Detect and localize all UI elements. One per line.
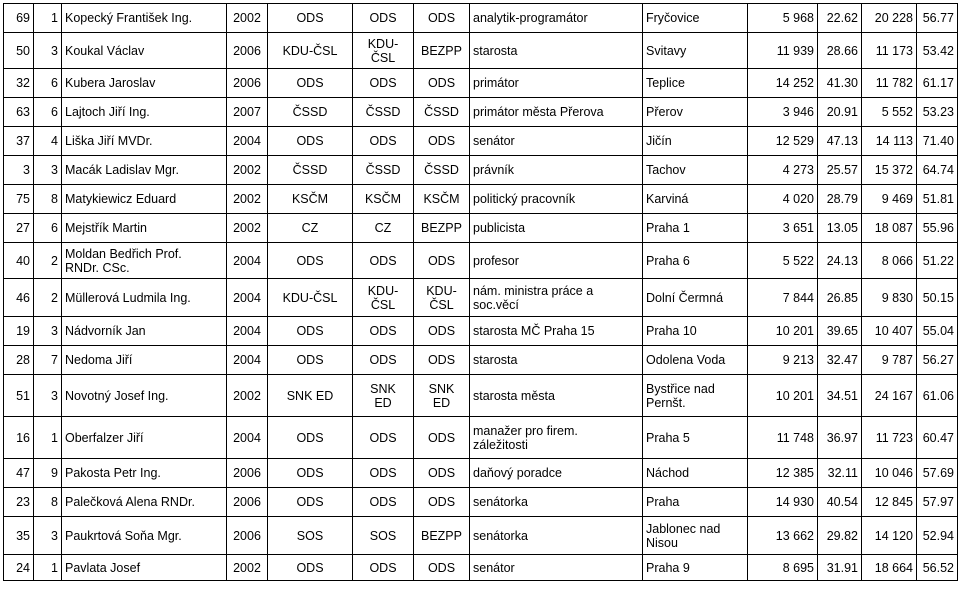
col-percent: 28.79 xyxy=(818,185,862,214)
table-row xyxy=(4,488,958,517)
col-occupation: senátorka xyxy=(470,488,643,517)
col-party-member: ODS xyxy=(414,417,470,459)
col-occupation: primátor xyxy=(470,69,643,98)
col-party-member: SNK ED xyxy=(414,375,470,417)
col-party-nominated: ODS xyxy=(268,459,353,488)
col-percent: 47.13 xyxy=(818,127,862,156)
col-id: 3 xyxy=(4,156,34,185)
col-percent-second: 56.27 xyxy=(917,346,958,375)
col-party-member: ODS xyxy=(414,243,470,279)
col-id: 50 xyxy=(4,33,34,69)
col-occupation: daňový poradce xyxy=(470,459,643,488)
col-percent: 24.13 xyxy=(818,243,862,279)
col-votes: 10 201 xyxy=(748,317,818,346)
col-occupation: starosta xyxy=(470,33,643,69)
col-order: 3 xyxy=(34,317,62,346)
col-party-member: ODS xyxy=(414,555,470,581)
col-occupation: starosta xyxy=(470,346,643,375)
col-votes: 4 020 xyxy=(748,185,818,214)
table-row xyxy=(4,317,958,346)
col-percent-second: 55.04 xyxy=(917,317,958,346)
col-name: Kubera Jaroslav xyxy=(62,69,227,98)
col-percent-second: 50.15 xyxy=(917,279,958,317)
col-name: Mejstřík Martin xyxy=(62,214,227,243)
col-id: 37 xyxy=(4,127,34,156)
col-order: 1 xyxy=(34,4,62,33)
col-votes-second: 24 167 xyxy=(862,375,917,417)
col-percent: 41.30 xyxy=(818,69,862,98)
col-party-member: BEZPP xyxy=(414,33,470,69)
col-occupation: analytik-programátor xyxy=(470,4,643,33)
col-order: 8 xyxy=(34,185,62,214)
table-row xyxy=(4,417,958,459)
col-party-supported: ODS xyxy=(353,459,414,488)
col-year: 2004 xyxy=(227,346,268,375)
col-order: 2 xyxy=(34,243,62,279)
col-occupation: nám. ministra práce a soc.věcí xyxy=(470,279,643,317)
col-votes-second: 18 087 xyxy=(862,214,917,243)
col-party-nominated: ODS xyxy=(268,488,353,517)
col-order: 7 xyxy=(34,346,62,375)
col-party-member: BEZPP xyxy=(414,214,470,243)
col-year: 2006 xyxy=(227,459,268,488)
col-party-supported: ODS xyxy=(353,317,414,346)
col-name: Matykiewicz Eduard xyxy=(62,185,227,214)
col-id: 27 xyxy=(4,214,34,243)
col-party-nominated: ODS xyxy=(268,69,353,98)
col-party-supported: CZ xyxy=(353,214,414,243)
col-party-supported: ČSSD xyxy=(353,98,414,127)
col-party-member: ODS xyxy=(414,317,470,346)
col-residence: Odolena Voda xyxy=(643,346,748,375)
col-percent-second: 51.81 xyxy=(917,185,958,214)
col-percent-second: 57.97 xyxy=(917,488,958,517)
col-votes: 12 385 xyxy=(748,459,818,488)
col-votes: 14 930 xyxy=(748,488,818,517)
col-name: Kopecký František Ing. xyxy=(62,4,227,33)
col-name: Moldan Bedřich Prof. RNDr. CSc. xyxy=(62,243,227,279)
col-year: 2004 xyxy=(227,127,268,156)
col-percent: 20.91 xyxy=(818,98,862,127)
col-party-nominated: ODS xyxy=(268,346,353,375)
col-name: Müllerová Ludmila Ing. xyxy=(62,279,227,317)
table-row xyxy=(4,243,958,279)
col-percent: 36.97 xyxy=(818,417,862,459)
col-percent: 31.91 xyxy=(818,555,862,581)
col-party-nominated: KDU-ČSL xyxy=(268,33,353,69)
col-party-supported: SNK ED xyxy=(353,375,414,417)
col-percent: 39.65 xyxy=(818,317,862,346)
col-votes: 5 522 xyxy=(748,243,818,279)
col-residence: Náchod xyxy=(643,459,748,488)
col-votes: 11 939 xyxy=(748,33,818,69)
col-id: 40 xyxy=(4,243,34,279)
col-votes: 14 252 xyxy=(748,69,818,98)
col-party-member: ODS xyxy=(414,4,470,33)
col-percent-second: 61.17 xyxy=(917,69,958,98)
table-row xyxy=(4,156,958,185)
col-party-supported: KDU- ČSL xyxy=(353,33,414,69)
col-id: 23 xyxy=(4,488,34,517)
col-party-supported: ODS xyxy=(353,488,414,517)
col-votes-second: 20 228 xyxy=(862,4,917,33)
col-occupation: politický pracovník xyxy=(470,185,643,214)
col-name: Lajtoch Jiří Ing. xyxy=(62,98,227,127)
col-party-nominated: ODS xyxy=(268,127,353,156)
col-votes: 10 201 xyxy=(748,375,818,417)
col-votes-second: 10 407 xyxy=(862,317,917,346)
col-id: 19 xyxy=(4,317,34,346)
col-occupation: senátor xyxy=(470,127,643,156)
table-row xyxy=(4,346,958,375)
col-party-supported: ODS xyxy=(353,127,414,156)
col-percent-second: 57.69 xyxy=(917,459,958,488)
col-year: 2002 xyxy=(227,555,268,581)
table-row xyxy=(4,555,958,581)
col-party-member: ČSSD xyxy=(414,98,470,127)
col-percent-second: 56.77 xyxy=(917,4,958,33)
table-row xyxy=(4,185,958,214)
col-party-member: ODS xyxy=(414,459,470,488)
col-id: 35 xyxy=(4,517,34,555)
col-residence: Svitavy xyxy=(643,33,748,69)
col-votes: 12 529 xyxy=(748,127,818,156)
col-id: 46 xyxy=(4,279,34,317)
table-row xyxy=(4,98,958,127)
col-order: 4 xyxy=(34,127,62,156)
col-id: 75 xyxy=(4,185,34,214)
col-id: 69 xyxy=(4,4,34,33)
col-party-supported: ODS xyxy=(353,69,414,98)
table-row xyxy=(4,127,958,156)
col-residence: Praha 10 xyxy=(643,317,748,346)
col-name: Nádvorník Jan xyxy=(62,317,227,346)
col-residence: Jičín xyxy=(643,127,748,156)
col-votes: 3 946 xyxy=(748,98,818,127)
col-name: Nedoma Jiří xyxy=(62,346,227,375)
col-party-member: ODS xyxy=(414,488,470,517)
table-row xyxy=(4,459,958,488)
col-percent-second: 61.06 xyxy=(917,375,958,417)
table-body xyxy=(4,4,958,581)
col-votes: 11 748 xyxy=(748,417,818,459)
col-residence: Praha xyxy=(643,488,748,517)
col-votes-second: 8 066 xyxy=(862,243,917,279)
col-year: 2006 xyxy=(227,517,268,555)
col-party-nominated: ODS xyxy=(268,417,353,459)
col-year: 2006 xyxy=(227,69,268,98)
col-residence: Praha 6 xyxy=(643,243,748,279)
col-votes: 9 213 xyxy=(748,346,818,375)
col-order: 3 xyxy=(34,33,62,69)
col-percent: 32.11 xyxy=(818,459,862,488)
col-party-supported: ODS xyxy=(353,555,414,581)
col-votes-second: 11 723 xyxy=(862,417,917,459)
col-occupation: senátor xyxy=(470,555,643,581)
col-party-member: KDU- ČSL xyxy=(414,279,470,317)
col-year: 2006 xyxy=(227,488,268,517)
col-id: 28 xyxy=(4,346,34,375)
col-percent-second: 55.96 xyxy=(917,214,958,243)
col-votes-second: 11 782 xyxy=(862,69,917,98)
col-votes-second: 9 830 xyxy=(862,279,917,317)
col-percent: 13.05 xyxy=(818,214,862,243)
col-id: 63 xyxy=(4,98,34,127)
col-party-nominated: ODS xyxy=(268,317,353,346)
col-residence: Tachov xyxy=(643,156,748,185)
col-votes-second: 11 173 xyxy=(862,33,917,69)
col-year: 2002 xyxy=(227,156,268,185)
col-year: 2002 xyxy=(227,214,268,243)
col-residence: Praha 1 xyxy=(643,214,748,243)
col-party-nominated: ODS xyxy=(268,243,353,279)
col-party-supported: ČSSD xyxy=(353,156,414,185)
col-residence: Dolní Čermná xyxy=(643,279,748,317)
col-party-member: ČSSD xyxy=(414,156,470,185)
col-party-supported: SOS xyxy=(353,517,414,555)
col-party-nominated: ODS xyxy=(268,555,353,581)
col-order: 6 xyxy=(34,214,62,243)
col-year: 2004 xyxy=(227,317,268,346)
col-votes-second: 9 469 xyxy=(862,185,917,214)
col-occupation: profesor xyxy=(470,243,643,279)
col-occupation: primátor města Přerova xyxy=(470,98,643,127)
col-percent-second: 71.40 xyxy=(917,127,958,156)
col-percent: 26.85 xyxy=(818,279,862,317)
col-residence: Praha 5 xyxy=(643,417,748,459)
table-row xyxy=(4,517,958,555)
col-percent: 32.47 xyxy=(818,346,862,375)
col-party-supported: ODS xyxy=(353,243,414,279)
col-order: 6 xyxy=(34,98,62,127)
col-id: 51 xyxy=(4,375,34,417)
col-party-nominated: ČSSD xyxy=(268,156,353,185)
col-name: Macák Ladislav Mgr. xyxy=(62,156,227,185)
col-id: 24 xyxy=(4,555,34,581)
col-percent-second: 60.47 xyxy=(917,417,958,459)
col-percent-second: 53.42 xyxy=(917,33,958,69)
table-row xyxy=(4,214,958,243)
col-id: 47 xyxy=(4,459,34,488)
col-residence: Karviná xyxy=(643,185,748,214)
col-occupation: právník xyxy=(470,156,643,185)
col-percent-second: 52.94 xyxy=(917,517,958,555)
table-row xyxy=(4,33,958,69)
col-residence: Bystřice nad Pernšt. xyxy=(643,375,748,417)
col-votes-second: 18 664 xyxy=(862,555,917,581)
col-order: 1 xyxy=(34,417,62,459)
col-residence: Přerov xyxy=(643,98,748,127)
col-year: 2006 xyxy=(227,33,268,69)
col-party-nominated: ČSSD xyxy=(268,98,353,127)
col-occupation: senátorka xyxy=(470,517,643,555)
col-year: 2007 xyxy=(227,98,268,127)
col-year: 2004 xyxy=(227,279,268,317)
col-votes: 8 695 xyxy=(748,555,818,581)
col-party-supported: KSČM xyxy=(353,185,414,214)
col-party-member: ODS xyxy=(414,127,470,156)
col-votes: 3 651 xyxy=(748,214,818,243)
col-residence: Jablonec nad Nisou xyxy=(643,517,748,555)
col-percent: 25.57 xyxy=(818,156,862,185)
col-name: Novotný Josef Ing. xyxy=(62,375,227,417)
col-order: 3 xyxy=(34,517,62,555)
col-order: 2 xyxy=(34,279,62,317)
col-order: 6 xyxy=(34,69,62,98)
senators-table xyxy=(3,3,958,581)
col-occupation: publicista xyxy=(470,214,643,243)
col-year: 2002 xyxy=(227,4,268,33)
col-votes-second: 14 120 xyxy=(862,517,917,555)
col-occupation: starosta města xyxy=(470,375,643,417)
col-votes-second: 14 113 xyxy=(862,127,917,156)
col-name: Paukrtová Soňa Mgr. xyxy=(62,517,227,555)
col-percent-second: 64.74 xyxy=(917,156,958,185)
col-residence: Teplice xyxy=(643,69,748,98)
col-order: 9 xyxy=(34,459,62,488)
col-party-supported: ODS xyxy=(353,417,414,459)
col-party-member: KSČM xyxy=(414,185,470,214)
col-party-supported: KDU- ČSL xyxy=(353,279,414,317)
col-percent-second: 53.23 xyxy=(917,98,958,127)
table-row xyxy=(4,4,958,33)
col-name: Liška Jiří MVDr. xyxy=(62,127,227,156)
col-residence: Praha 9 xyxy=(643,555,748,581)
col-votes: 7 844 xyxy=(748,279,818,317)
col-party-nominated: CZ xyxy=(268,214,353,243)
table-row xyxy=(4,69,958,98)
col-percent: 34.51 xyxy=(818,375,862,417)
col-residence: Fryčovice xyxy=(643,4,748,33)
col-party-nominated: KSČM xyxy=(268,185,353,214)
col-votes: 4 273 xyxy=(748,156,818,185)
col-party-nominated: SNK ED xyxy=(268,375,353,417)
col-votes-second: 15 372 xyxy=(862,156,917,185)
col-name: Oberfalzer Jiří xyxy=(62,417,227,459)
col-votes: 13 662 xyxy=(748,517,818,555)
col-party-supported: ODS xyxy=(353,4,414,33)
table-row xyxy=(4,375,958,417)
col-percent-second: 51.22 xyxy=(917,243,958,279)
table-row xyxy=(4,279,958,317)
col-name: Pakosta Petr Ing. xyxy=(62,459,227,488)
col-votes-second: 12 845 xyxy=(862,488,917,517)
col-party-nominated: KDU-ČSL xyxy=(268,279,353,317)
col-name: Pavlata Josef xyxy=(62,555,227,581)
col-party-member: BEZPP xyxy=(414,517,470,555)
col-votes-second: 10 046 xyxy=(862,459,917,488)
col-id: 32 xyxy=(4,69,34,98)
col-party-member: ODS xyxy=(414,346,470,375)
col-votes-second: 9 787 xyxy=(862,346,917,375)
col-name: Koukal Václav xyxy=(62,33,227,69)
col-percent: 22.62 xyxy=(818,4,862,33)
col-percent: 29.82 xyxy=(818,517,862,555)
col-party-member: ODS xyxy=(414,69,470,98)
col-order: 8 xyxy=(34,488,62,517)
col-year: 2004 xyxy=(227,417,268,459)
col-year: 2002 xyxy=(227,375,268,417)
col-percent-second: 56.52 xyxy=(917,555,958,581)
col-party-supported: ODS xyxy=(353,346,414,375)
col-order: 3 xyxy=(34,156,62,185)
col-occupation: manažer pro firem. záležitosti xyxy=(470,417,643,459)
col-year: 2002 xyxy=(227,185,268,214)
col-order: 1 xyxy=(34,555,62,581)
col-percent: 40.54 xyxy=(818,488,862,517)
col-votes: 5 968 xyxy=(748,4,818,33)
col-party-nominated: ODS xyxy=(268,4,353,33)
col-percent: 28.66 xyxy=(818,33,862,69)
col-votes-second: 5 552 xyxy=(862,98,917,127)
col-party-nominated: SOS xyxy=(268,517,353,555)
col-name: Palečková Alena RNDr. xyxy=(62,488,227,517)
col-occupation: starosta MČ Praha 15 xyxy=(470,317,643,346)
col-order: 3 xyxy=(34,375,62,417)
col-id: 16 xyxy=(4,417,34,459)
col-year: 2004 xyxy=(227,243,268,279)
